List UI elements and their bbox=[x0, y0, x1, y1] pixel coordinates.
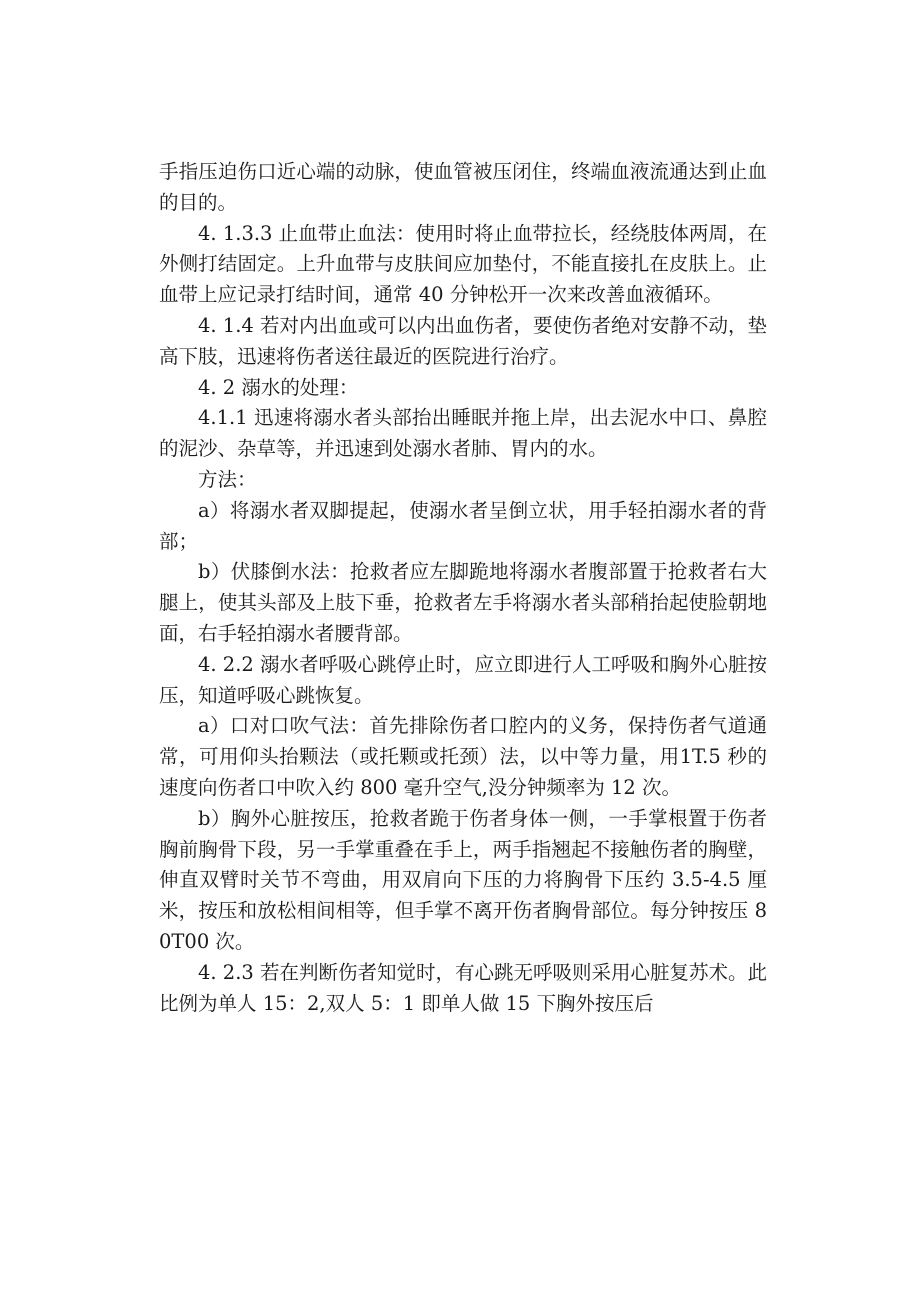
paragraph-internal-bleeding: 4. 1.4 若对内出血或可以内出血伤者，要使伤者绝对安静不动，垫高下肢，迅速将伤者送往最近的医院进行治疗。 bbox=[159, 313, 768, 368]
paragraph-mouth-to-mouth: a）口对口吹气法：首先排除伤者口腔内的义务，保持伤者气道通常，可用仰头抬颗法（或托颗或托颈）法，以中等力量，用1T.5 秒的速度向伤者口中吹入约 800 毫升空气,没分钟频率为 12 次。 bbox=[159, 714, 767, 799]
paragraph-method-a: a）将溺水者双脚提起，使溺水者呈倒立状，用手轻拍溺水者的背部； bbox=[159, 498, 767, 553]
paragraph-chest-compression: b）胸外心脏按压，抢救者跪于伤者身体一侧，一手掌根置于伤者胸前胸骨下段，另一手掌重叠在手上，两手指翘起不接触伤者的胸壁，伸直双臂时关节不弯曲，用双肩向下压的力将胸骨下压约 3.5-4.5 厘米，按压和放松相间相等，但手掌不离开伤者胸骨部位。每分钟按压 80T00 次。 bbox=[159, 806, 767, 953]
section-heading-drowning: 4. 2 溺水的处理： bbox=[198, 375, 359, 399]
paragraph-cpr-start: 4. 2.2 溺水者呼吸心跳停止时，应立即进行人工呼吸和胸外心脏按压，知道呼吸心跳恢复。 bbox=[159, 652, 768, 707]
paragraph-hemostasis-finger-press: 手指压迫伤口近心端的动脉，使血管被压闭住，终端血液流通达到止血的目的。 bbox=[159, 160, 767, 214]
paragraph-rescue-from-water: 4.1.1 迅速将溺水者头部抬出睡眠并拖上岸，出去泥水中口、鼻腔的泥沙、杂草等，并迅速到处溺水者肺、胃内的水。 bbox=[159, 406, 767, 461]
paragraph-method-b: b）伏膝倒水法：抢救者应左脚跪地将溺水者腹部置于抢救者右大腿上，使其头部及上肢下垂，抢救者左手将溺水者头部稍抬起使脸朝地面，右手轻拍溺水者腰背部。 bbox=[159, 560, 767, 645]
paragraph-method-label: 方法： bbox=[198, 467, 257, 491]
paragraph-cpr-ratio: 4. 2.3 若在判断伤者知觉时，有心跳无呼吸则采用心脏复苏术。此比例为单人 15：2,双人 5：1 即单人做 15 下胸外按压后 bbox=[159, 960, 768, 1015]
paragraph-tourniquet: 4. 1.3.3 止血带止血法：使用时将止血带拉长，经绕肢体两周，在外侧打结固定。上升血带与皮肤间应加垫付，不能直接扎在皮肤上。止血带上应记录打结时间，通常 40 分钟松开一次来改善血液循环。 bbox=[159, 221, 767, 307]
document-body bbox=[159, 157, 767, 1019]
